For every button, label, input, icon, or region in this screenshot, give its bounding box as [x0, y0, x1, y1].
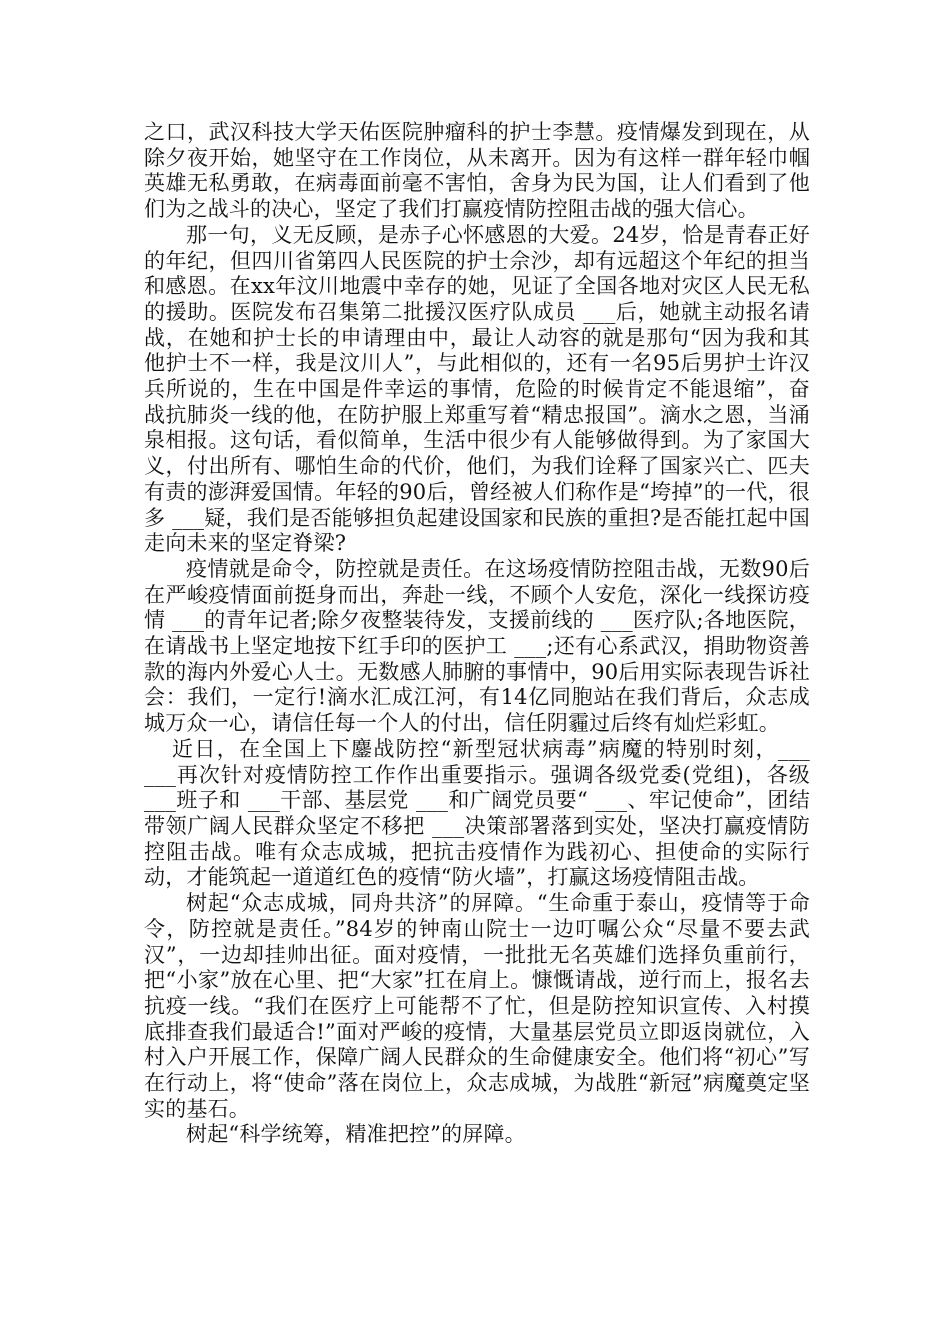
- paragraph-she-sha: 那一句，义无反顾，是赤子心怀感恩的大爱。24岁，恰是青春正好的年纪，但四川省第四人民医院的护士佘沙，却有远超这个年纪的担当和感恩。在xx年汶川地震中幸存的她，见证了全国各地对灾区人民无私的援助。医院发布召集第二批援汉医疗队成员 ___后，她就主动报名请战，在她和护士长的申请理由中，最让人动容的就是那句“因为我和其他护士不一样，我是汶川人”，与此相似的，还有一名95后男护士许汉兵所说的，生在中国是件幸运的事情，危险的时候肯定不能退缩”，奋战抗肺炎一线的他，在防护服上郑重写着“精忠报国”。滴水之恩，当涌泉相报。这句话，看似简单，生活中很少有人能够做得到。为了家国大义，付出所有、哪怕生命的代价，他们，为我们诠释了国家兴亡、匹夫有责的澎湃爱国情。年轻的90后，曾经被人们称作是“垮掉”的一代，很多 ___疑，我们是否能够担负起建设国家和民族的重担?是否能扛起中国走向未来的坚定脊梁?: [144, 222, 810, 556]
- paragraph-continuation: 之口，武汉科技大学天佑医院肿瘤科的护士李慧。疫情爆发到现在，从除夕夜开始，她坚守在工作岗位，从未离开。因为有这样一群年轻巾帼英雄无私勇敢，在病毒面前毫不害怕，舍身为民为国，让人们看到了他们为之战斗的决心，坚定了我们打赢疫情防控阻击战的强大信心。: [144, 120, 810, 222]
- document-body: [144, 120, 810, 1148]
- paragraph-barrier-unity: 树起“众志成城，同舟共济”的屏障。“生命重于泰山，疫情等于命令，防控就是责任。”84岁的钟南山院士一边叮嘱公众“尽量不要去武汉”，一边却挂帅出征。面对疫情，一批批无名英雄们选择负重前行，把“小家”放在心里、把“大家”扛在肩上。慷慨请战，逆行而上，报名去抗疫一线。“我们在医疗上可能帮不了忙，但是防控知识宣传、入村摸底排查我们最适合!”面对严峻的疫情，大量基层党员立即返岗就位，入村入户开展工作，保障广阔人民群众的生命健康安全。他们将“初心”写在行动上，将“使命”落在岗位上，众志成城，为战胜“新冠”病魔奠定坚实的基石。: [144, 891, 810, 1121]
- paragraph-barrier-science: 树起“科学统筹，精准把控”的屏障。: [186, 1122, 526, 1147]
- paragraph-post-90s: 疫情就是命令，防控就是责任。在这场疫情防控阻击战，无数90后在严峻疫情面前挺身而出，奔赴一线，不顾个人安危，深化一线探访疫情 ___的青年记者;除夕夜整装待发，支援前线的 ___医疗队;各地医院，在请战书上坚定地按下红手印的医护工 ___;还有心系武汉，捐助物资善款的海内外爱心人士。无数感人肺腑的事情中，90后用实际表现告诉社会：我们，一定行!滴水汇成江河，有14亿同胞站在我们背后，众志成城万众一心，请信任每一个人的付出，信任阴霾过后终有灿烂彩虹。: [144, 556, 810, 736]
- paragraph-instructions: 近日，在全国上下鏖战防控“新型冠状病毒”病魔的特别时刻，___ ___再次针对疫情防控工作作出重要指示。强调各级党委(党组)，各级 ___班子和 ___干部、基层党 ___和广阔党员要“ ___、牢记使命”，团结带领广阔人民群众坚定不移把 ___决策部署落到实处，坚决打赢疫情防控阻击战。唯有众志成城，把抗击疫情作为践初心、担使命的实际行动，才能筑起一道道红色的疫情“防火墙”，打赢这场疫情阻击战。: [144, 736, 810, 890]
